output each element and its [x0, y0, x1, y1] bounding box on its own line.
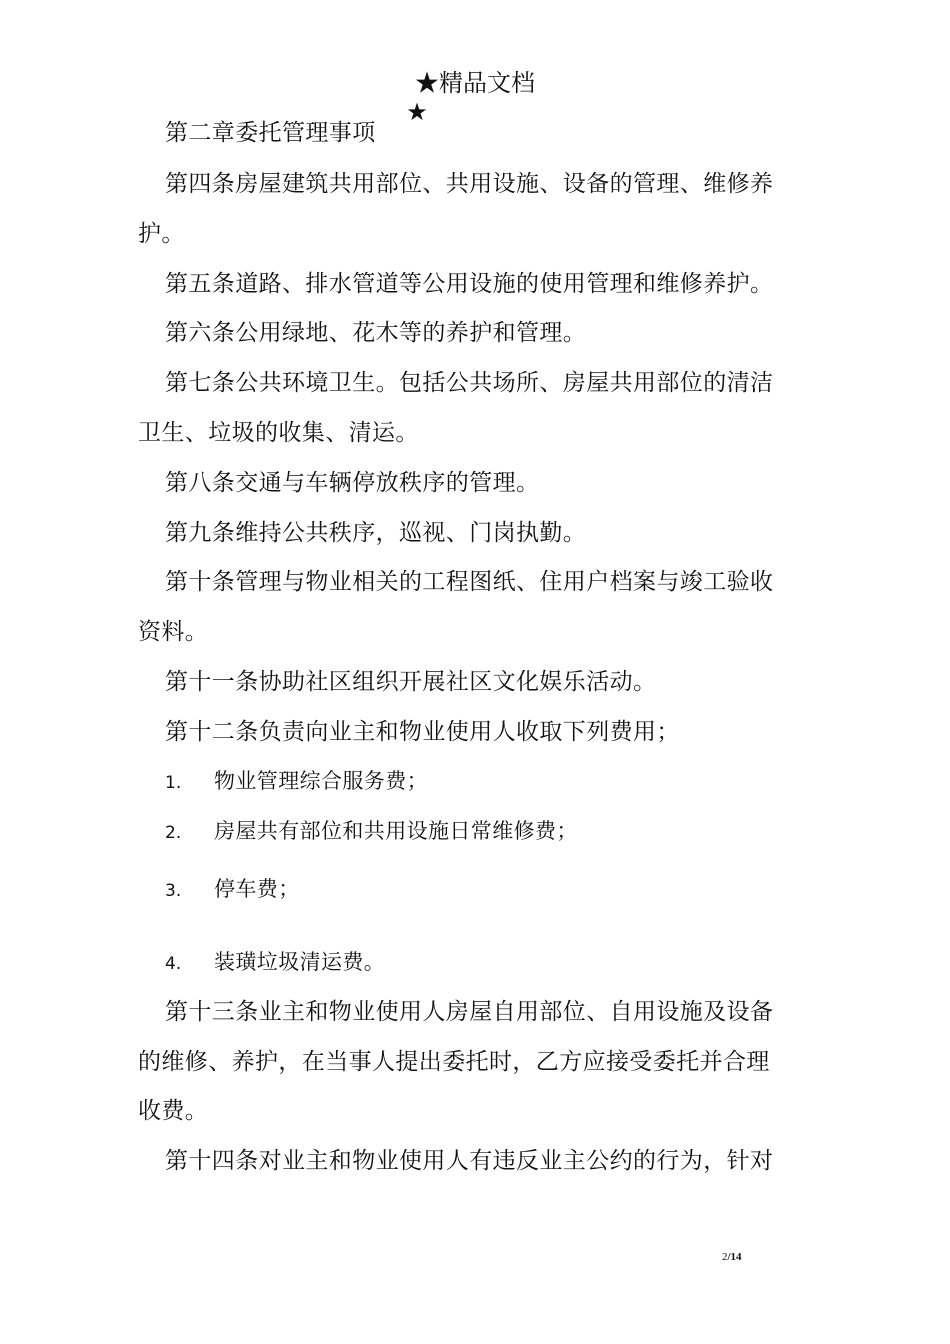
article-4-line2: 护。 — [138, 221, 185, 247]
article-9: 第九条维持公共秩序，巡视、门岗执勤。 — [165, 520, 587, 546]
page-current: 2 — [722, 1251, 728, 1263]
fee-item-text: 停车费； — [214, 877, 300, 901]
article-10-line2: 资料。 — [138, 619, 209, 645]
chapter-heading: 第二章委托管理事项 — [165, 120, 376, 146]
header-star: ★ — [406, 98, 428, 126]
header-title: ★精品文档 — [415, 69, 535, 97]
fee-item-number: 2. — [165, 823, 182, 843]
article-13-line2: 的维修、养护，在当事人提出委托时，乙方应接受委托并合理 — [138, 1049, 770, 1075]
article-12: 第十二条负责向业主和物业使用人收取下列费用； — [165, 719, 680, 745]
fee-item-number: 3. — [165, 881, 182, 901]
article-11: 第十一条协助社区组织开展社区文化娱乐活动。 — [165, 669, 657, 695]
article-7-line2: 卫生、垃圾的收集、清运。 — [138, 420, 419, 446]
article-10-line1: 第十条管理与物业相关的工程图纸、住用户档案与竣工验收 — [165, 569, 774, 595]
article-7-line1: 第七条公共环境卫生。包括公共场所、房屋共用部位的清洁 — [165, 370, 774, 396]
article-14-line1: 第十四条对业主和物业使用人有违反业主公约的行为，针对 — [165, 1148, 774, 1174]
fee-item-text: 房屋共有部位和共用设施日常维修费； — [214, 819, 578, 843]
fee-item-number: 4. — [165, 954, 182, 974]
article-13-line3: 收费。 — [138, 1098, 209, 1124]
article-5: 第五条道路、排水管道等公用设施的使用管理和维修养护。 — [165, 271, 774, 297]
page-total: /14 — [727, 1251, 742, 1263]
fee-item-text: 物业管理综合服务费； — [214, 769, 428, 793]
fee-item-number: 1. — [165, 773, 182, 793]
article-13-line1: 第十三条业主和物业使用人房屋自用部位、自用设施及设备 — [165, 999, 774, 1025]
fee-item-text: 装璜垃圾清运费。 — [214, 950, 386, 974]
article-4-line1: 第四条房屋建筑共用部位、共用设施、设备的管理、维修养 — [165, 171, 774, 197]
page-number — [722, 1250, 742, 1264]
article-6: 第六条公用绿地、花木等的养护和管理。 — [165, 320, 587, 346]
article-8: 第八条交通与车辆停放秩序的管理。 — [165, 470, 540, 496]
